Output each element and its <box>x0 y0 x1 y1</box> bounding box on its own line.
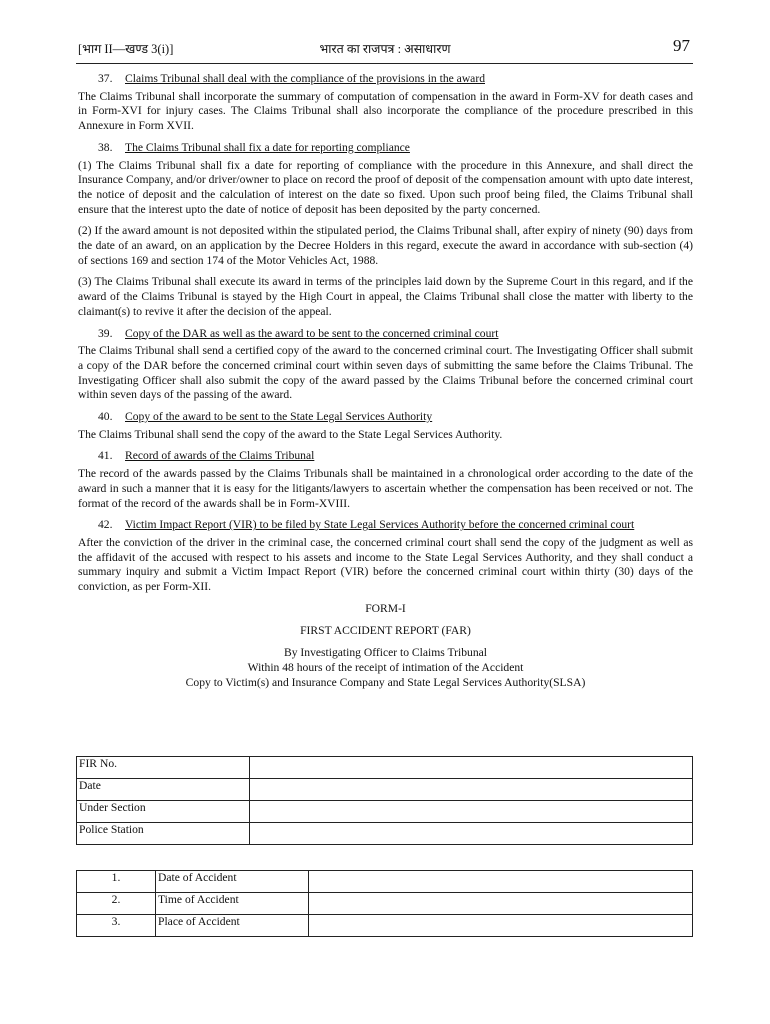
form-subtitle: By Investigating Officer to Claims Tribunal <box>284 646 487 660</box>
paragraph: The Claims Tribunal shall incorporate the summary of computation of compensation in the award in Form-XV for death cases and in Form-XVI for injury cases. The Claims Tribunal shall also incorporate the compliance of the procedure prescribed in this Annexure in Form XVII. <box>78 89 693 133</box>
table-row <box>77 801 693 823</box>
section-heading <box>78 327 693 342</box>
page-number: 97 <box>673 36 690 55</box>
field-value[interactable] <box>309 915 693 937</box>
fir-details-table <box>76 756 693 845</box>
section-title: Copy of the award to be sent to the State Legal Services Authority <box>125 410 433 424</box>
paragraph: The Claims Tribunal shall send the copy of the award to the State Legal Services Authority. <box>78 427 503 441</box>
field-label: Date of Accident <box>156 871 309 893</box>
field-value[interactable] <box>250 801 693 823</box>
section-number: 37. <box>98 72 113 85</box>
section-number: 39. <box>98 326 113 340</box>
header-divider <box>76 63 693 64</box>
section-title: Claims Tribunal shall deal with the compliance of the provisions in the award <box>125 72 485 85</box>
row-number: 2. <box>77 893 156 915</box>
section-number: 41. <box>98 449 113 463</box>
header-part-label: [भाग II—खण्ड 3(i)] <box>78 42 174 56</box>
field-value[interactable] <box>250 779 693 801</box>
paragraph: (3) The Claims Tribunal shall execute its award in terms of the principles laid down by the Supreme Court in this regard, and if the award of the Claims Tribunal is stayed by the High Court in appeal, the Claims Tribunal shall close the matter with liberty to the claimant(s) to revive it after the decision of the appeal. <box>78 275 693 318</box>
paragraph: The record of the awards passed by the Claims Tribunals shall be maintained in a chronological order according to the date of the award in such a manner that it is easy for the litigants/lawyers to ascertain whether the compensation has been received or not. The format of the record of the awards shall be in Form-XVIII. <box>78 467 693 510</box>
table-row <box>77 779 693 801</box>
paragraph: The Claims Tribunal shall send a certified copy of the award to the concerned criminal court. The Investigating Officer shall submit a copy of the DAR before the concerned criminal court within seven days of submitting the same before the Claims Tribunal. The Investigating Officer shall also submit the copy of the award passed by the Claims Tribunal before the concerned criminal court within seven days of the passing of the award. <box>78 344 693 402</box>
form-name: FORM-I <box>365 601 406 615</box>
form-subtitle: Copy to Victim(s) and Insurance Company and State Legal Services Authority(SLSA) <box>185 675 586 689</box>
section-title: The Claims Tribunal shall fix a date for reporting compliance <box>125 140 410 154</box>
table-row <box>77 823 693 845</box>
header-gazette-title: भारत का राजपत्र : असाधारण <box>319 42 451 56</box>
field-label: Place of Accident <box>156 915 309 937</box>
paragraph: (1) The Claims Tribunal shall fix a date for reporting of compliance with the procedure in this Annexure, and shall direct the Insurance Company, and/or driver/owner to place on record the proof of deposit of the compensation amount with upto date interest, the notice of deposit and the calculation of interest on the date so fixed. Upon such proof being filed, the Claims Tribunal shall ensure that the interest upto the date of notice of deposit has been deposited by the party concerned. <box>78 158 693 216</box>
field-value[interactable] <box>309 871 693 893</box>
field-value[interactable] <box>250 757 693 779</box>
field-label: Date <box>77 779 250 801</box>
section-heading <box>78 141 693 156</box>
row-number: 1. <box>77 871 156 893</box>
section-heading <box>78 518 693 533</box>
section-heading <box>78 410 693 425</box>
section-number: 40. <box>98 410 113 424</box>
field-label: Under Section <box>77 801 250 823</box>
form-subtitle: Within 48 hours of the receipt of intimation of the Accident <box>247 660 524 674</box>
section-title: Victim Impact Report (VIR) to be filed by State Legal Services Authority before the concerned criminal court <box>125 518 635 532</box>
field-label: Time of Accident <box>156 893 309 915</box>
paragraph: (2) If the award amount is not deposited within the stipulated period, the Claims Tribunal shall, after expiry of ninety (90) days from the date of an award, on an application by the Decree Holders in this regard, execute the award in accordance with sub-section (4) of sections 169 and section 174 of the Motor Vehicles Act, 1988. <box>78 224 693 267</box>
section-number: 38. <box>98 140 113 154</box>
table-row <box>77 871 693 893</box>
row-number: 3. <box>77 915 156 937</box>
accident-details-table <box>76 870 693 937</box>
section-title: Record of awards of the Claims Tribunal <box>125 449 315 463</box>
field-value[interactable] <box>309 893 693 915</box>
section-heading <box>78 72 693 87</box>
section-number: 42. <box>98 518 113 532</box>
table-row <box>77 757 693 779</box>
section-title: Copy of the DAR as well as the award to be sent to the concerned criminal court <box>125 326 499 340</box>
document-body <box>78 72 693 690</box>
field-label: FIR No. <box>77 757 250 779</box>
section-heading <box>78 449 693 464</box>
form-title: FIRST ACCIDENT REPORT (FAR) <box>300 623 471 637</box>
field-value[interactable] <box>250 823 693 845</box>
table-row <box>77 893 693 915</box>
field-label: Police Station <box>77 823 250 845</box>
paragraph: After the conviction of the driver in the criminal case, the concerned criminal court shall send the copy of the judgment as well as the affidavit of the accused with respect to his assets and income to the State Legal Services Authority, and they shall conduct a summary inquiry and submit a Victim Impact Report (VIR) before the concerned criminal court within thirty (30) days of the conviction, as per Form-XII. <box>78 535 693 594</box>
table-row <box>77 915 693 937</box>
